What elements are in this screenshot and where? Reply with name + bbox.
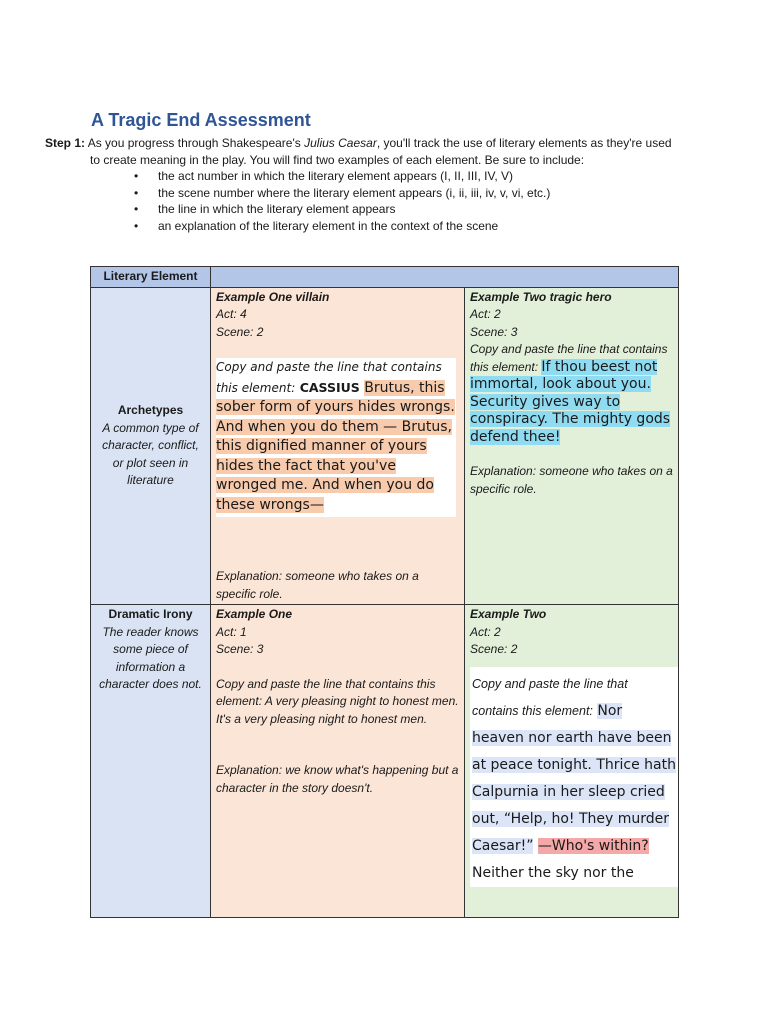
- list-item: • the scene number where the literary element appears (i, ii, iii, iv, v, vi, etc.): [134, 185, 551, 200]
- example-explanation: Explanation: someone who takes on a specific role.: [216, 569, 419, 601]
- example-act: Act: 1: [216, 624, 247, 639]
- speaker-name: CASSIUS: [299, 379, 360, 395]
- list-item: • the act number in which the literary element appears (I, II, III, IV, V): [134, 169, 514, 183]
- step-1-line-2: to create meaning in the play. You will find two examples of each element. Be sure to include:: [90, 152, 585, 167]
- example-scene: Scene: 2: [470, 642, 518, 656]
- copy-label: Copy and paste the line that contains this element: A very pleasing night to honest men.: [216, 676, 459, 708]
- book-title: Julius Caesar: [304, 136, 377, 150]
- document-title: A Tragic End Assessment: [91, 110, 311, 130]
- quote-box: [216, 358, 456, 517]
- bullet-glyph: •: [134, 202, 139, 216]
- example-scene: Scene: 3: [216, 642, 264, 656]
- step-text-b: , you'll track the use of literary elements as they're used: [376, 136, 672, 150]
- example-act: Act: 4: [216, 307, 247, 321]
- quote-text: If thou beest not immortal, look about you. Security gives way to conspiracy. The mighty gods defend thee!: [470, 358, 671, 445]
- example-two-cell: [465, 287, 679, 605]
- step-text-a: As you progress through Shakespeare's: [87, 136, 301, 150]
- example-act: Act: 2: [470, 307, 501, 321]
- bullet-glyph: •: [134, 169, 139, 183]
- example-explanation: Explanation: someone who takes on a specific role.: [470, 464, 673, 496]
- table-row-dramatic-irony: [91, 605, 679, 918]
- element-name: Archetypes: [117, 403, 184, 417]
- literary-elements-table: [90, 266, 679, 918]
- spacer: [216, 745, 459, 762]
- table-row-archetypes: [91, 287, 679, 605]
- quote-text-red: —Who's within?: [537, 837, 649, 854]
- spacer: [216, 341, 459, 358]
- example-title: Example Two: [470, 607, 547, 621]
- example-title: Example Two tragic hero: [470, 289, 612, 304]
- element-name: Dramatic Irony: [108, 607, 193, 621]
- copy-label: Copy and paste the line that contains this element:: [470, 342, 668, 374]
- step-1-instructions: [45, 135, 685, 234]
- list-item: • an explanation of the literary element in the context of the scene: [134, 218, 499, 233]
- element-definition: The reader knows some piece of information a character does not.: [99, 624, 202, 691]
- spacer: [216, 517, 459, 534]
- quote-tail: Neither the sky nor the: [472, 864, 634, 881]
- bullet-glyph: •: [134, 185, 139, 200]
- example-one-cell: [211, 605, 465, 918]
- example-explanation: Explanation: we know what's happening but a character in the story doesn't.: [216, 763, 459, 795]
- spacer: [216, 534, 459, 551]
- step-1-line-1: [45, 135, 685, 152]
- table-header-row: [91, 267, 679, 288]
- example-scene: Scene: 3: [470, 324, 518, 339]
- list-item: • the line in which the literary element appears: [134, 202, 396, 216]
- element-definition: A common type of character, conflict, or plot seen in literature: [102, 420, 199, 487]
- quote-block: [470, 342, 670, 444]
- example-title: Example One: [216, 607, 293, 621]
- quoted-line: It's a very pleasing night to honest men.: [216, 711, 428, 726]
- example-title: Example One villain: [216, 289, 330, 304]
- example-one-cell: [211, 287, 465, 605]
- quote-box: [470, 667, 678, 887]
- spacer: [216, 728, 459, 745]
- bullet-glyph: •: [134, 218, 139, 233]
- example-two-cell: [465, 605, 679, 918]
- requirements-list: [45, 168, 685, 234]
- step-label: Step 1:: [45, 136, 86, 150]
- spacer: [470, 446, 673, 463]
- element-cell: [91, 605, 211, 918]
- example-scene: Scene: 2: [216, 324, 264, 339]
- spacer: [216, 551, 459, 568]
- header-literary-element: Literary Element: [91, 267, 211, 288]
- quote-text: Nor heaven nor earth have been at peace tonight. Thrice hath Calpurnia in her sleep cried out, “Help, ho! They murder Caesar!”: [472, 702, 676, 854]
- element-cell: [91, 287, 211, 605]
- copy-label: Copy and paste the line that contains this element:: [472, 676, 628, 718]
- header-blank: [211, 267, 679, 288]
- example-act: Act: 2: [470, 624, 501, 639]
- copy-label: Copy and paste the line that contains this element:: [216, 360, 442, 395]
- spacer: [216, 659, 459, 676]
- quote-text: Brutus, this sober form of yours hides wrongs. And when you do them — Brutus, this dignified manner of yours hides the fact that you've wronged me. And when you do these wrongs—: [216, 379, 455, 513]
